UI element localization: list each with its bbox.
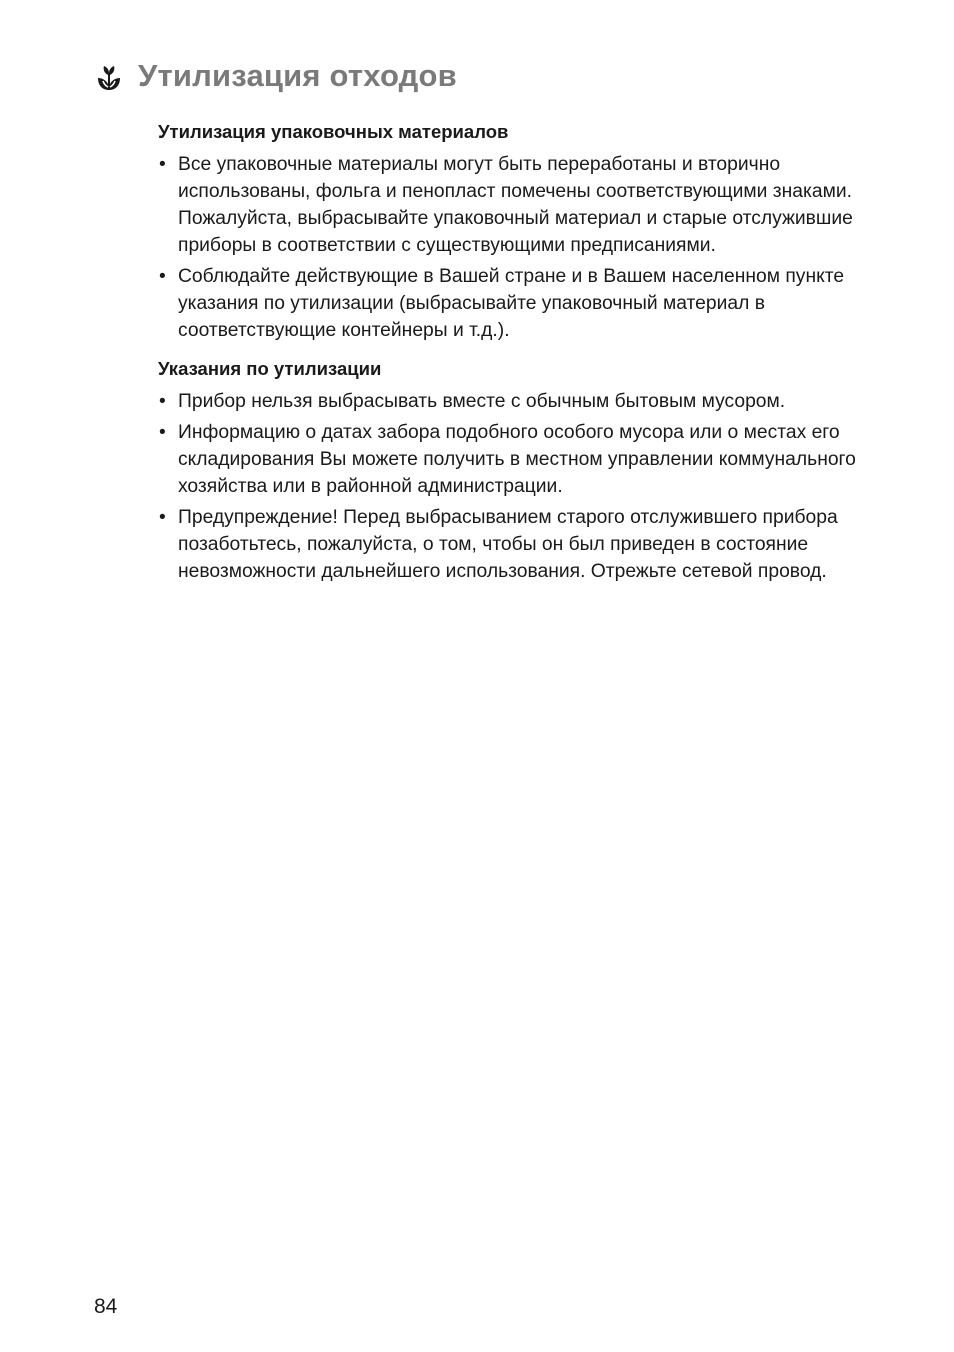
list-item: • Информацию о датах забора подобного особого мусора или о местах его складирования Вы можете получить в местном управлении коммунального хозяйства или в районной администрации. [158,419,878,500]
section-heading-packaging: Утилизация упаковочных материалов [158,121,509,142]
bullet-icon: • [159,391,166,412]
bullet-icon: • [159,422,166,443]
document-body [158,120,878,589]
recycle-leaf-icon [94,64,124,94]
packaging-list [158,151,878,344]
page-number: 84 [94,1295,118,1318]
section-heading-disposal: Указания по утилизации [158,358,382,379]
page-header [94,58,457,94]
bullet-icon: • [159,154,166,175]
disposal-list [158,388,878,585]
page-title: Утилизация отходов [138,58,457,93]
bullet-icon: • [159,266,166,287]
list-item: • Все упаковочные материалы могут быть переработаны и вторично использованы, фольга и пенопласт помечены соответствующими знаками. Пожалуйста, выбрасывайте упаковочный материал и старые отслужившие приборы в соответствии с существующими предписаниями. [158,151,878,259]
list-item: • Прибор нельзя выбрасывать вместе с обычным бытовым мусором. [158,388,878,415]
bullet-icon: • [159,507,166,528]
list-item: • Предупреждение! Перед выбрасыванием старого отслужившего прибора позаботьтесь, пожалуйста, о том, чтобы он был приведен в состояние невозможности дальнейшего использования. Отрежьте сетевой провод. [158,504,878,585]
list-item: • Соблюдайте действующие в Вашей стране и в Вашем населенном пункте указания по утилизации (выбрасывайте упаковочный материал в соответствующие контейнеры и т.д.). [158,263,878,344]
